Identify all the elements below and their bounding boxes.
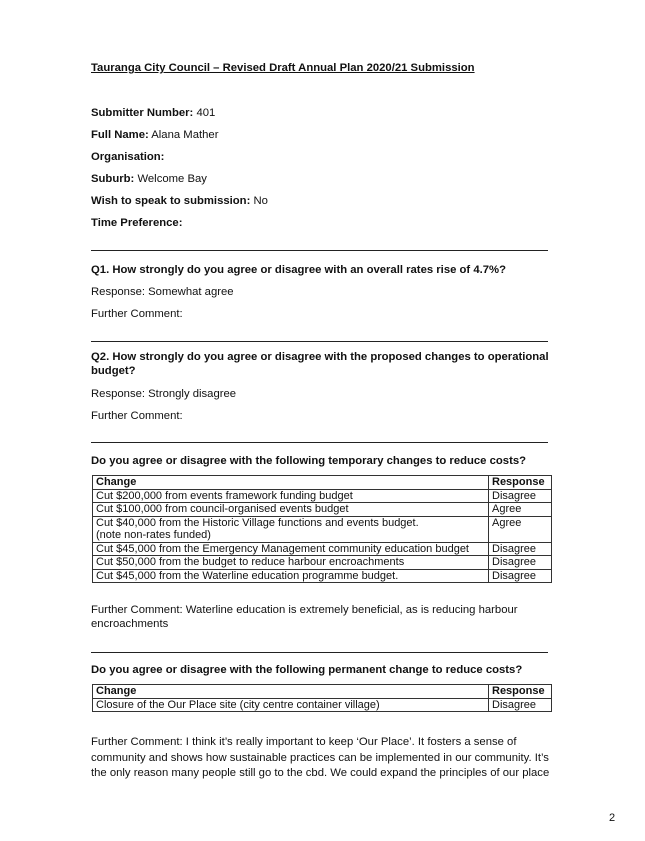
permanent-comment: Further Comment: I think it’s really important to keep ‘Our Place’. It fosters a sense of community and shows how sustainable practices can be implemented in our community. It’s the only reason many people still go to the cbd. We could expand the principles of our place bbox=[91, 736, 550, 779]
section-divider bbox=[91, 341, 548, 342]
suburb-field bbox=[91, 173, 207, 185]
table-row bbox=[93, 489, 552, 503]
table-row bbox=[93, 542, 552, 556]
change-cell: Cut $200,000 from events framework funding budget bbox=[93, 489, 489, 503]
response-cell: Disagree bbox=[489, 556, 552, 570]
document-title: Tauranga City Council – Revised Draft Annual Plan 2020/21 Submission bbox=[91, 62, 475, 74]
q2-comment: Further Comment: bbox=[91, 410, 183, 422]
temporary-question: Do you agree or disagree with the following temporary changes to reduce costs? bbox=[91, 455, 527, 467]
speak-value: No bbox=[253, 195, 268, 207]
section-divider bbox=[91, 652, 548, 653]
response-cell: Agree bbox=[489, 503, 552, 517]
change-cell: Cut $100,000 from council-organised events budget bbox=[93, 503, 489, 517]
change-cell: Cut $50,000 from the budget to reduce harbour encroachments bbox=[93, 556, 489, 570]
permanent-change-table bbox=[92, 684, 552, 712]
full-name-field bbox=[91, 129, 218, 141]
q1-response: Response: Somewhat agree bbox=[91, 286, 234, 298]
q1-question: Q1. How strongly do you agree or disagree with an overall rates rise of 4.7%? bbox=[91, 264, 506, 276]
change-cell: Cut $40,000 from the Historic Village functions and events budget. (note non-rates funded) bbox=[93, 516, 489, 542]
table-row bbox=[93, 516, 552, 542]
table-header-row bbox=[93, 685, 552, 699]
column-header-change: Change bbox=[93, 476, 489, 490]
response-cell: Disagree bbox=[489, 542, 552, 556]
table-row bbox=[93, 556, 552, 570]
change-cell: Closure of the Our Place site (city centre container village) bbox=[93, 698, 489, 712]
q1-comment: Further Comment: bbox=[91, 308, 183, 320]
change-cell: Cut $45,000 from the Emergency Management community education budget bbox=[93, 542, 489, 556]
submitter-number-label: Submitter Number: bbox=[91, 107, 194, 119]
section-divider bbox=[91, 250, 548, 251]
submitter-number-value: 401 bbox=[196, 107, 216, 119]
speak-field bbox=[91, 195, 268, 207]
table-row bbox=[93, 569, 552, 583]
table-row bbox=[93, 503, 552, 517]
q2-question: Q2. How strongly do you agree or disagree with the proposed changes to operational budget? bbox=[91, 351, 549, 377]
section-divider bbox=[91, 442, 548, 443]
submitter-number-field bbox=[91, 107, 215, 119]
column-header-change: Change bbox=[93, 685, 489, 699]
time-preference-label: Time Preference: bbox=[91, 217, 183, 229]
response-cell: Agree bbox=[489, 516, 552, 542]
response-cell: Disagree bbox=[489, 698, 552, 712]
page-number: 2 bbox=[609, 812, 616, 824]
table-row bbox=[93, 698, 552, 712]
organisation-field bbox=[91, 151, 164, 163]
column-header-response: Response bbox=[489, 476, 552, 490]
response-cell: Disagree bbox=[489, 569, 552, 583]
response-cell: Disagree bbox=[489, 489, 552, 503]
change-cell: Cut $45,000 from the Waterline education programme budget. bbox=[93, 569, 489, 583]
full-name-value: Alana Mather bbox=[151, 129, 219, 141]
table-header-row bbox=[93, 476, 552, 490]
full-name-label: Full Name: bbox=[91, 129, 149, 141]
suburb-value: Welcome Bay bbox=[137, 173, 207, 185]
time-preference-field bbox=[91, 217, 182, 229]
suburb-label: Suburb: bbox=[91, 173, 135, 185]
speak-label: Wish to speak to submission: bbox=[91, 195, 251, 207]
column-header-response: Response bbox=[489, 685, 552, 699]
organisation-label: Organisation: bbox=[91, 151, 165, 163]
q2-response: Response: Strongly disagree bbox=[91, 388, 237, 400]
temporary-comment: Further Comment: Waterline education is extremely beneficial, as is reducing harbour encroachments bbox=[91, 604, 518, 630]
permanent-question: Do you agree or disagree with the following permanent change to reduce costs? bbox=[91, 664, 523, 676]
temporary-changes-table bbox=[92, 475, 552, 583]
